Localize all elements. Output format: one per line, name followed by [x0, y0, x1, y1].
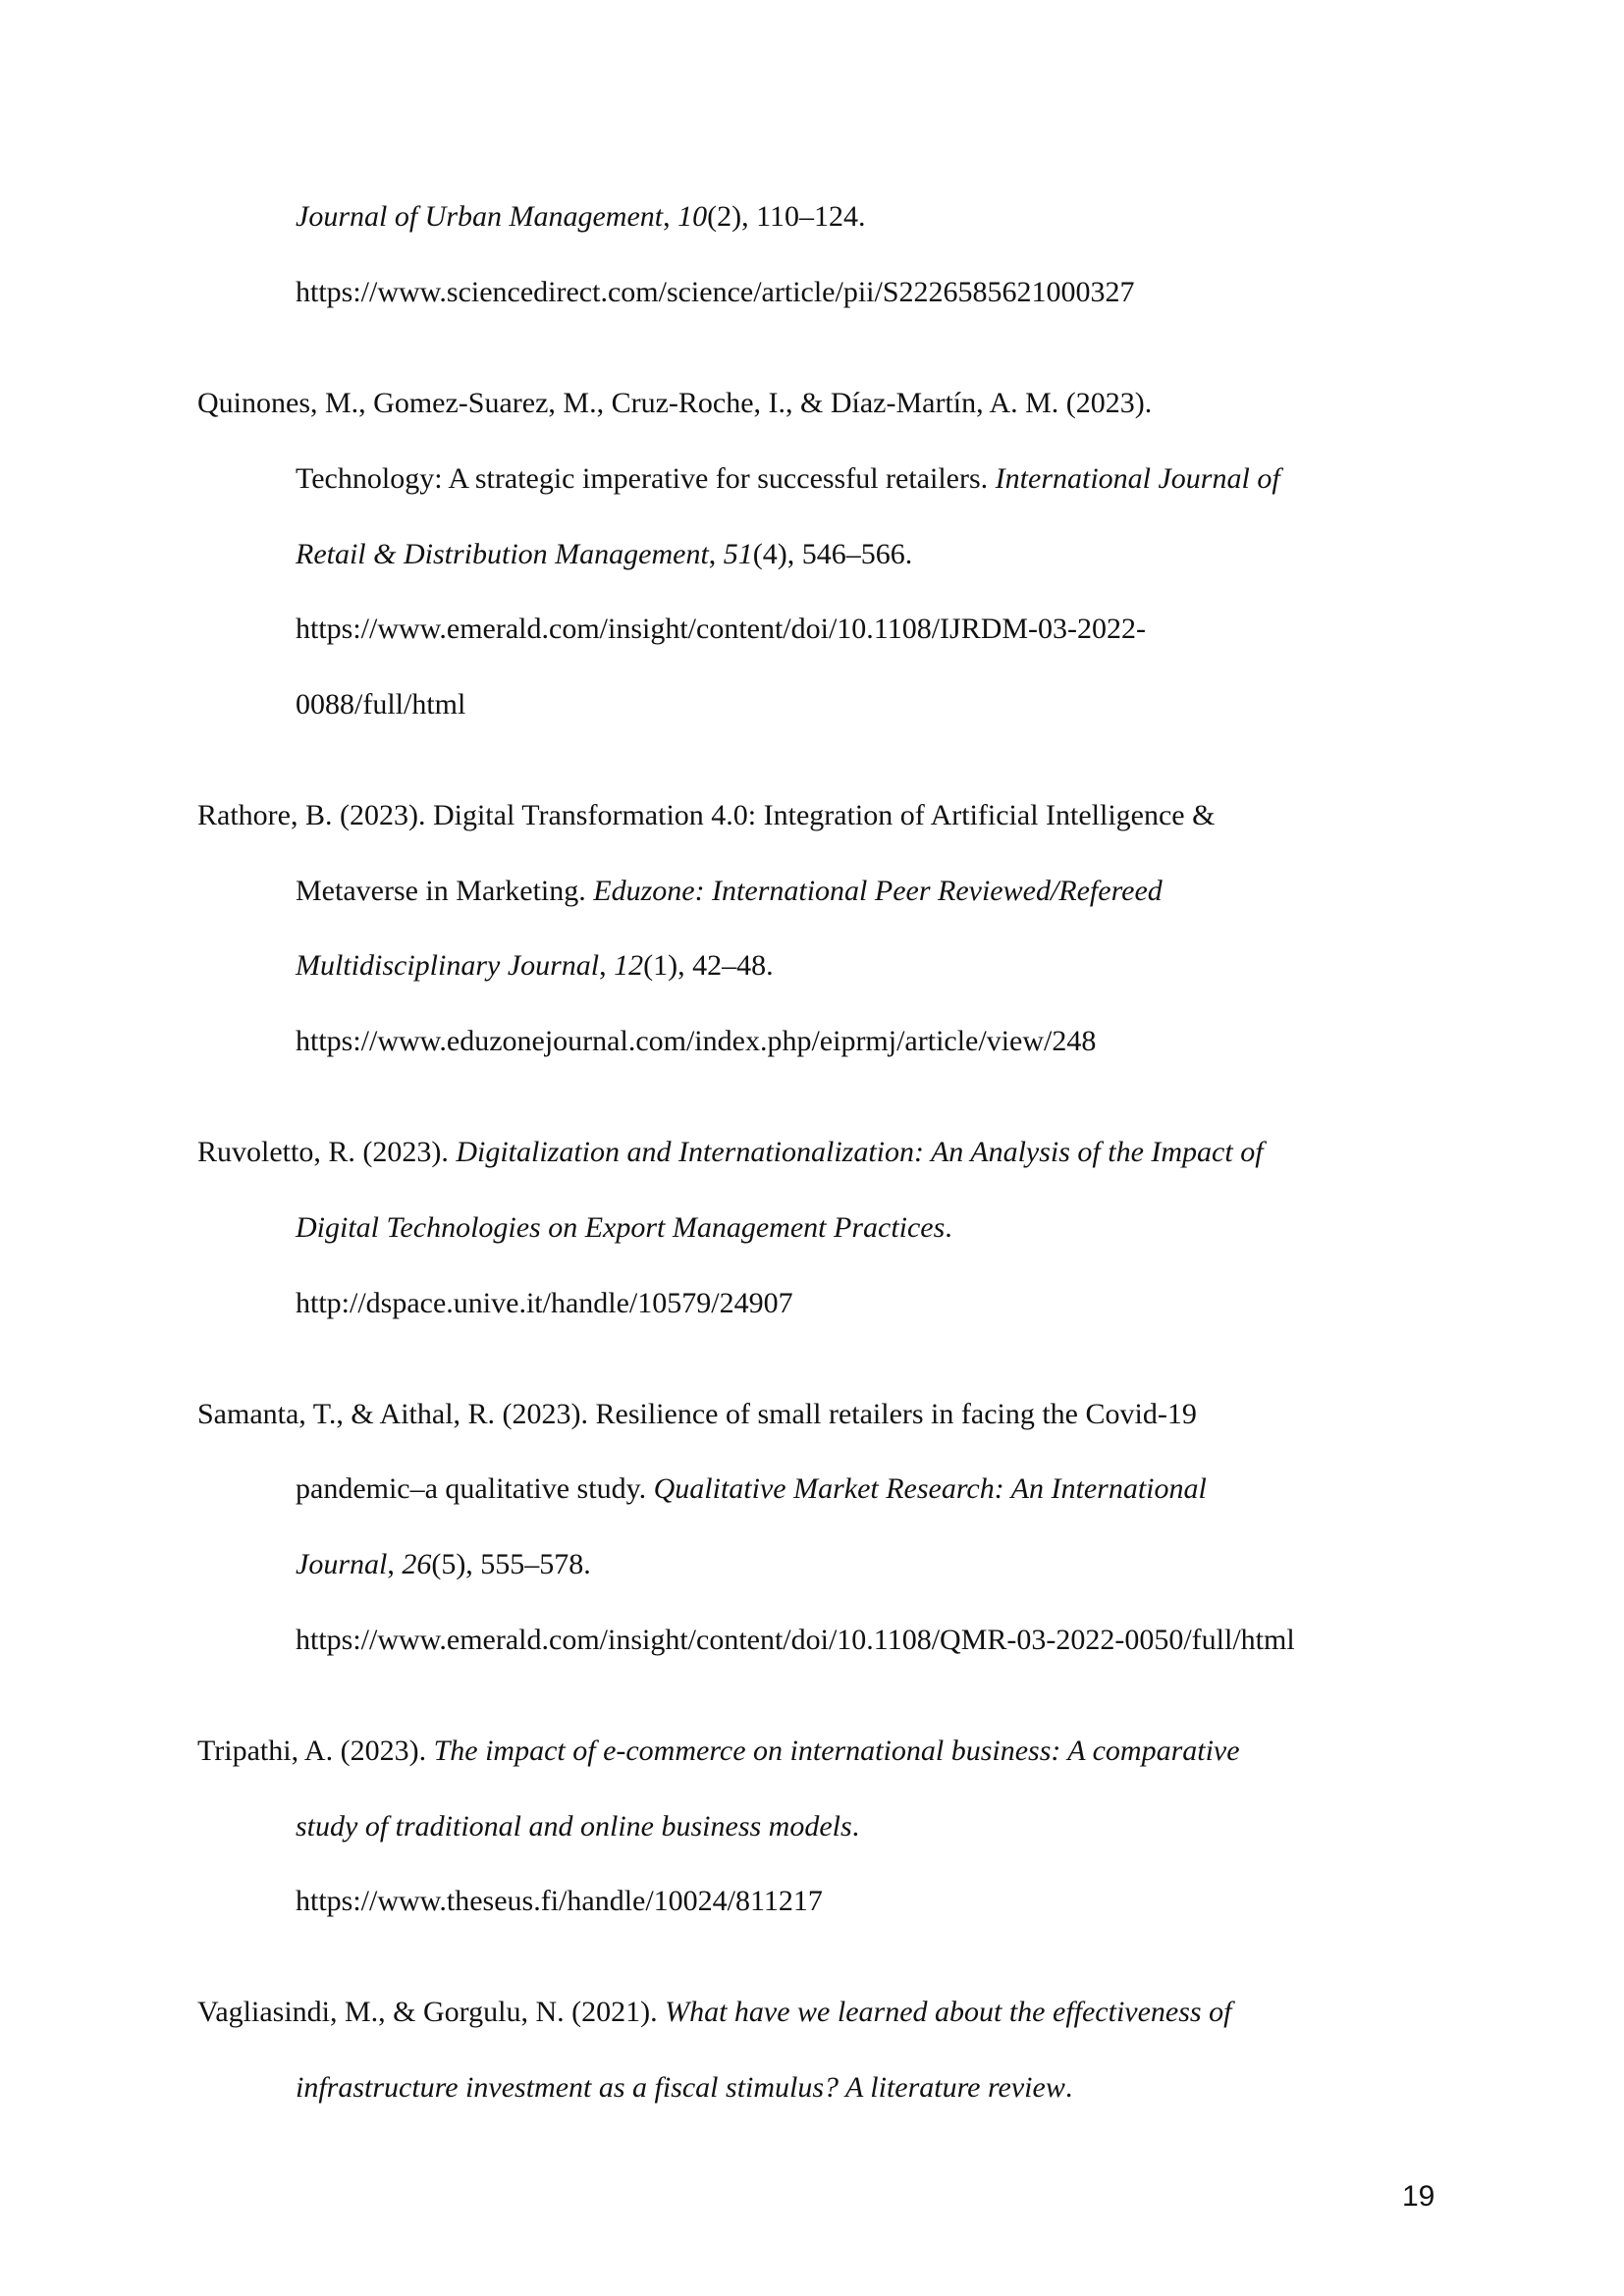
reference-line: infrastructure investment as a fiscal stimulus? A literature review.: [296, 2071, 1073, 2104]
reference-line: study of traditional and online business models.: [296, 1810, 860, 1842]
reference-line: Metaverse in Marketing. Eduzone: International Peer Reviewed/Refereed: [296, 875, 1163, 907]
reference-entry-rathore: Rathore, B. (2023). Digital Transformation 4.0: Integration of Artificial Intelligence &: [197, 799, 1216, 831]
reference-line: Journal of Urban Management, 10(2), 110–124.: [296, 200, 866, 233]
reference-line: Multidisciplinary Journal, 12(1), 42–48.: [296, 949, 774, 982]
reference-line: Digital Technologies on Export Management Practices.: [296, 1211, 952, 1244]
reference-url: https://www.theseus.fi/handle/10024/811217: [296, 1885, 823, 1917]
reference-url: 0088/full/html: [296, 688, 466, 721]
reference-entry-samanta: Samanta, T., & Aithal, R. (2023). Resilience of small retailers in facing the Covid-19: [197, 1398, 1197, 1430]
reference-url: https://www.sciencedirect.com/science/article/pii/S2226585621000327: [296, 276, 1135, 308]
reference-entry-quinones: Quinones, M., Gomez-Suarez, M., Cruz-Roche, I., & Díaz-Martín, A. M. (2023).: [197, 387, 1153, 419]
reference-line: Retail & Distribution Management, 51(4), 546–566.: [296, 538, 913, 570]
reference-entry-vagliasindi: Vagliasindi, M., & Gorgulu, N. (2021). What have we learned about the effectiveness of: [197, 1996, 1232, 2028]
reference-url: https://www.emerald.com/insight/content/doi/10.1108/QMR-03-2022-0050/full/html: [296, 1624, 1295, 1656]
reference-line: Journal, 26(5), 555–578.: [296, 1548, 591, 1580]
reference-entry-tripathi: Tripathi, A. (2023). The impact of e-commerce on international business: A comparative: [197, 1735, 1240, 1767]
reference-line: Technology: A strategic imperative for successful retailers. International Journal of: [296, 462, 1280, 495]
reference-entry-ruvoletto: Ruvoletto, R. (2023). Digitalization and Internationalization: An Analysis of the Impact of: [197, 1136, 1264, 1168]
reference-url: https://www.eduzonejournal.com/index.php/eiprmj/article/view/248: [296, 1025, 1097, 1057]
reference-url: https://www.emerald.com/insight/content/doi/10.1108/IJRDM-03-2022-: [296, 613, 1147, 645]
page-number: 19: [1402, 2180, 1435, 2213]
reference-url: http://dspace.unive.it/handle/10579/24907: [296, 1287, 793, 1319]
reference-line: pandemic–a qualitative study. Qualitative Market Research: An International: [296, 1472, 1207, 1505]
